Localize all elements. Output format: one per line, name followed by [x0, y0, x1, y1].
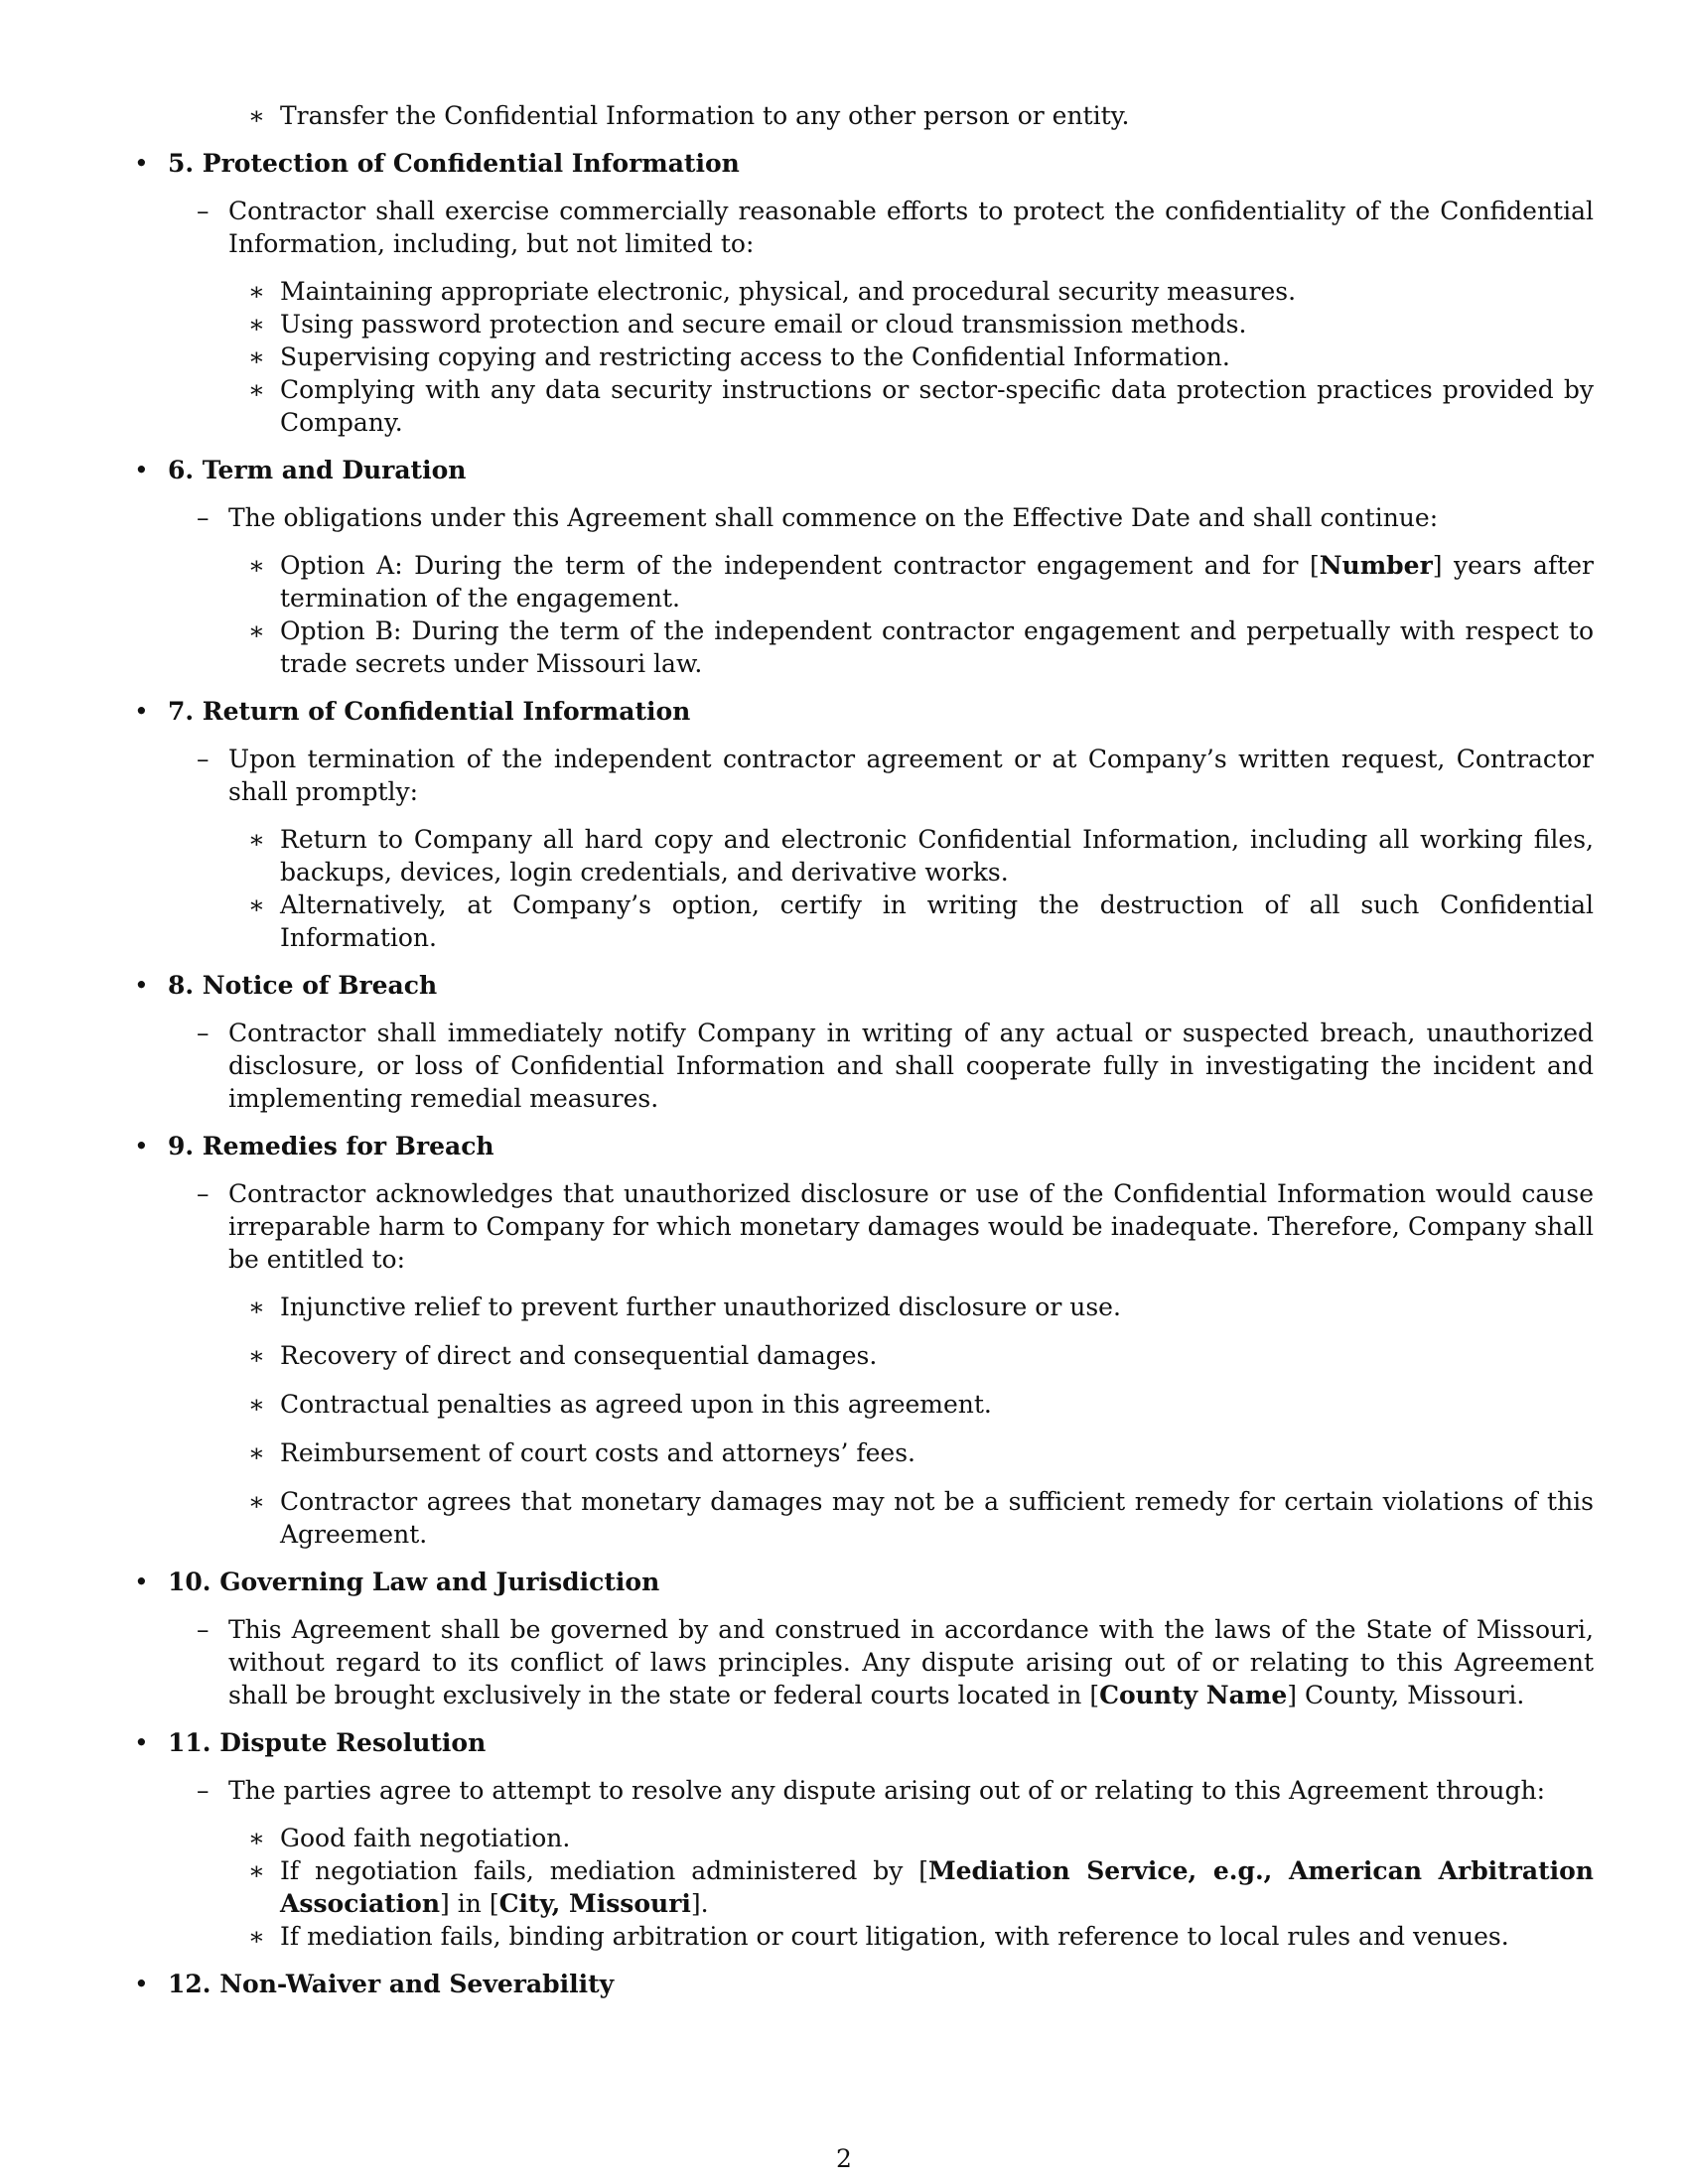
- bullet-icon: •: [134, 1970, 149, 1998]
- list-item: [134, 1339, 1594, 1372]
- paragraph-text: Contractor shall immediately notify Company in writing of any actual or suspected breach, unauthorized disclosure, or loss of Confidential Information and shall cooperate fully in investigating the incident and implementing remedial measures.: [228, 1019, 1594, 1113]
- list-item: [134, 614, 1594, 680]
- paragraph-text: This Agreement shall be governed by and construed in accordance with the laws of the State of Missouri, without regard to its conflict of laws principles. Any dispute arising out of or relating to this Agreement shall be brought exclusively in the state or federal courts located in: [228, 1615, 1594, 1709]
- placeholder-field: City, Missouri: [498, 1889, 691, 1918]
- list-item-text: years after termination of the engagement.: [280, 551, 1594, 613]
- bracket: [: [1309, 551, 1320, 580]
- asterisk-bullet-icon: ∗: [248, 101, 265, 130]
- bullet-icon: •: [134, 1728, 149, 1757]
- section-6-list: [134, 549, 1594, 680]
- list-item-text: Maintaining appropriate electronic, physical, and procedural security measures.: [280, 277, 1297, 306]
- list-item: [134, 1854, 1594, 1920]
- section-heading: 5. Protection of Confidential Information: [168, 149, 740, 178]
- bullet-icon: •: [134, 1132, 149, 1160]
- section-11-text: [134, 1774, 1594, 1807]
- list-item-text: If negotiation fails, mediation administered by: [280, 1856, 919, 1885]
- asterisk-bullet-icon: ∗: [248, 890, 265, 919]
- section-7-list: [134, 823, 1594, 954]
- section-9-text: [134, 1177, 1594, 1276]
- section-6-text: [134, 501, 1594, 534]
- document-body: [134, 99, 1594, 2000]
- placeholder-field: County Name: [1099, 1681, 1288, 1709]
- asterisk-bullet-icon: ∗: [248, 1487, 265, 1516]
- list-item-text: Reimbursement of court costs and attorneys’ fees.: [280, 1438, 915, 1467]
- list-item: [134, 1822, 1594, 1854]
- section-10: [134, 1566, 1594, 1598]
- bracket: ]: [690, 1889, 701, 1918]
- asterisk-bullet-icon: ∗: [248, 551, 265, 580]
- dash-bullet-icon: –: [197, 745, 210, 773]
- section-heading: 8. Notice of Breach: [168, 971, 438, 1000]
- dash-bullet-icon: –: [197, 1019, 210, 1047]
- list-item-text: Return to Company all hard copy and electronic Confidential Information, including all working files, backups, devices, login credentials, and derivative works.: [280, 825, 1594, 887]
- placeholder-field: Mediation Service, e.g., American Arbitration Association: [280, 1856, 1594, 1918]
- asterisk-bullet-icon: ∗: [248, 1824, 265, 1852]
- asterisk-bullet-icon: ∗: [248, 1293, 265, 1321]
- asterisk-bullet-icon: ∗: [248, 310, 265, 339]
- list-item: [134, 823, 1594, 888]
- bracket: [: [489, 1889, 499, 1918]
- section-8: [134, 969, 1594, 1002]
- dash-bullet-icon: –: [197, 1615, 210, 1644]
- section-7-text: [134, 743, 1594, 808]
- list-item-text: Contractor agrees that monetary damages may not be a sufficient remedy for certain violations of this Agreement.: [280, 1487, 1594, 1549]
- asterisk-bullet-icon: ∗: [248, 375, 265, 404]
- paragraph-text: Upon termination of the independent contractor agreement or at Company’s written request, Contractor shall promptly:: [228, 745, 1594, 806]
- section-heading: 6. Term and Duration: [168, 456, 467, 484]
- list-item: [134, 99, 1594, 132]
- section-5-text: [134, 195, 1594, 260]
- bracket: ]: [440, 1889, 450, 1918]
- list-item: [134, 308, 1594, 341]
- list-item: [134, 1920, 1594, 1953]
- asterisk-bullet-icon: ∗: [248, 1390, 265, 1419]
- bullet-icon: •: [134, 971, 149, 1000]
- list-item-text: Good faith negotiation.: [280, 1824, 571, 1852]
- list-item-text: Alternatively, at Company’s option, certify in writing the destruction of all such Confidential Information.: [280, 890, 1594, 952]
- asterisk-bullet-icon: ∗: [248, 1922, 265, 1951]
- list-item-text: Injunctive relief to prevent further unauthorized disclosure or use.: [280, 1293, 1121, 1321]
- continued-list: [134, 99, 1594, 132]
- list-item-text: Transfer the Confidential Information to any other person or entity.: [280, 101, 1130, 130]
- section-5: [134, 147, 1594, 180]
- list-item-text: Option B: During the term of the independent contractor engagement and perpetually with respect to trade secrets under Missouri law.: [280, 616, 1594, 678]
- paragraph-text: County, Missouri.: [1297, 1681, 1525, 1709]
- asterisk-bullet-icon: ∗: [248, 1856, 265, 1885]
- list-item-text: If mediation fails, binding arbitration or court litigation, with reference to local rules and venues.: [280, 1922, 1509, 1951]
- bracket: ]: [1287, 1681, 1297, 1709]
- section-6: [134, 454, 1594, 486]
- section-7: [134, 695, 1594, 728]
- asterisk-bullet-icon: ∗: [248, 616, 265, 645]
- section-heading: 12. Non-Waiver and Severability: [168, 1970, 615, 1998]
- section-5-list: [134, 275, 1594, 439]
- list-item-text: Complying with any data security instructions or sector-specific data protection practices provided by Company.: [280, 375, 1594, 437]
- placeholder-field: Number: [1319, 551, 1433, 580]
- paragraph-text: Contractor shall exercise commercially reasonable efforts to protect the confidentiality of the Confidential Information, including, but not limited to:: [228, 197, 1594, 258]
- paragraph-text: The obligations under this Agreement shall commence on the Effective Date and shall continue:: [228, 503, 1439, 532]
- bullet-icon: •: [134, 1568, 149, 1596]
- list-item: [134, 373, 1594, 439]
- bullet-icon: •: [134, 697, 149, 726]
- section-8-text: [134, 1017, 1594, 1115]
- section-12: [134, 1968, 1594, 2000]
- asterisk-bullet-icon: ∗: [248, 342, 265, 371]
- section-heading: 7. Return of Confidential Information: [168, 697, 691, 726]
- list-item-text: Contractual penalties as agreed upon in this agreement.: [280, 1390, 992, 1419]
- list-item-text: in: [449, 1889, 490, 1918]
- asterisk-bullet-icon: ∗: [248, 825, 265, 854]
- section-heading: 11. Dispute Resolution: [168, 1728, 487, 1757]
- list-item-text: .: [700, 1889, 709, 1918]
- asterisk-bullet-icon: ∗: [248, 277, 265, 306]
- asterisk-bullet-icon: ∗: [248, 1341, 265, 1370]
- asterisk-bullet-icon: ∗: [248, 1438, 265, 1467]
- paragraph-text: Contractor acknowledges that unauthorized disclosure or use of the Confidential Information would cause irreparable harm to Company for which monetary damages would be inadequate. Therefore, Company shall be entitled to:: [228, 1179, 1594, 1274]
- list-item: [134, 888, 1594, 954]
- dash-bullet-icon: –: [197, 1776, 210, 1805]
- section-11: [134, 1726, 1594, 1759]
- bracket: ]: [1432, 551, 1443, 580]
- bracket: [: [1089, 1681, 1100, 1709]
- section-heading: 9. Remedies for Breach: [168, 1132, 494, 1160]
- bracket: [: [918, 1856, 928, 1885]
- dash-bullet-icon: –: [197, 1179, 210, 1208]
- bullet-icon: •: [134, 149, 149, 178]
- section-11-list: [134, 1822, 1594, 1953]
- list-item: [134, 275, 1594, 308]
- list-item: [134, 341, 1594, 373]
- section-heading: 10. Governing Law and Jurisdiction: [168, 1568, 660, 1596]
- bullet-icon: •: [134, 456, 149, 484]
- list-item-text: Using password protection and secure email or cloud transmission methods.: [280, 310, 1247, 339]
- section-9-list: [134, 1291, 1594, 1551]
- list-item: [134, 549, 1594, 614]
- list-item-text: Supervising copying and restricting access to the Confidential Information.: [280, 342, 1230, 371]
- section-9: [134, 1130, 1594, 1162]
- dash-bullet-icon: –: [197, 503, 210, 532]
- list-item: [134, 1485, 1594, 1551]
- page-number: 2: [836, 2144, 852, 2173]
- list-item: [134, 1291, 1594, 1323]
- section-10-text: [134, 1613, 1594, 1711]
- list-item: [134, 1388, 1594, 1421]
- paragraph-text: The parties agree to attempt to resolve any dispute arising out of or relating to this Agreement through:: [228, 1776, 1546, 1805]
- list-item-text: Option A: During the term of the independent contractor engagement and for: [280, 551, 1310, 580]
- list-item: [134, 1436, 1594, 1469]
- list-item-text: Recovery of direct and consequential damages.: [280, 1341, 878, 1370]
- dash-bullet-icon: –: [197, 197, 210, 225]
